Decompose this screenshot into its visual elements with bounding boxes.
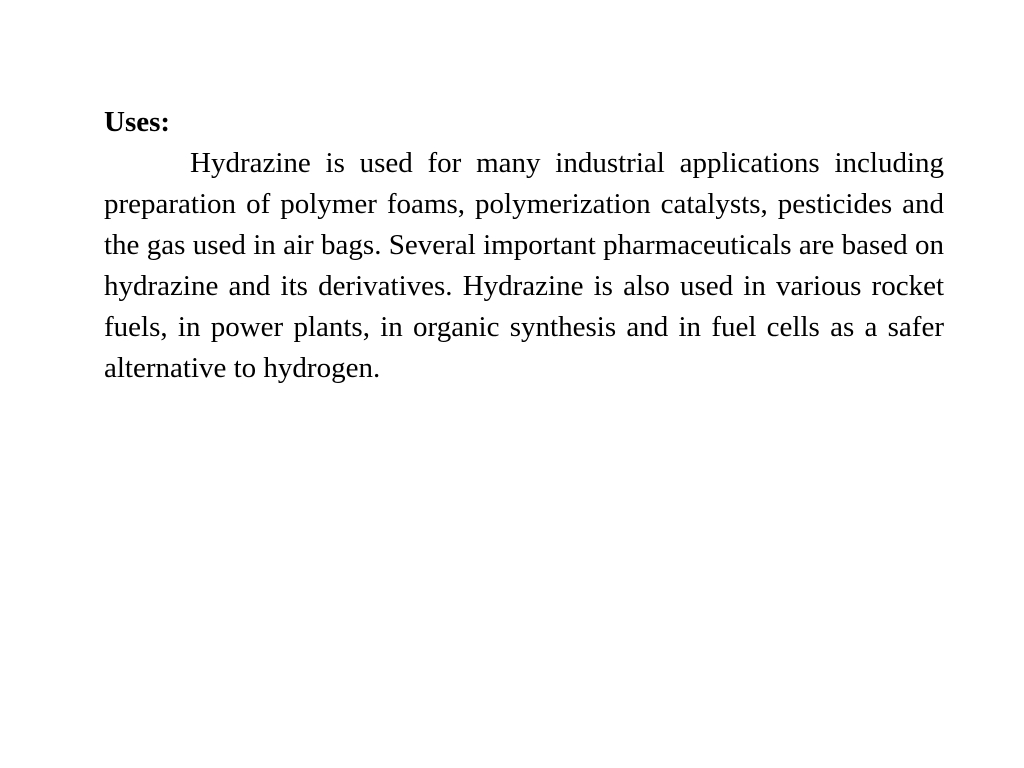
body-paragraph: Hydrazine is used for many industrial applications including preparation of polymer foams, polymerization catalysts, pesticides and the gas used in air bags. Several important pharmaceuticals are based on hydrazine and its derivatives. Hydrazine is also used in various rocket fuels, in power plants, in organic synthesis and in fuel cells as a safer alternative to hydrogen. — [104, 147, 944, 384]
section-heading: Uses: — [104, 106, 171, 138]
text-block — [104, 102, 944, 389]
